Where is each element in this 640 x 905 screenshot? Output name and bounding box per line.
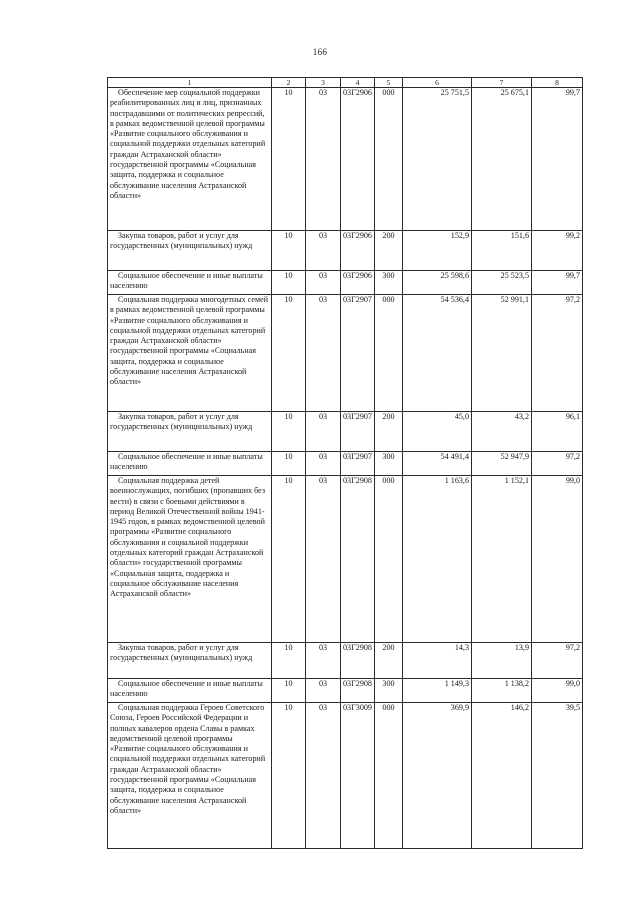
- target-article-cell: 03Г2906: [341, 271, 375, 295]
- target-article-cell: 03Г2907: [341, 412, 375, 452]
- percent-cell: 97,2: [532, 452, 583, 476]
- header-cell: 4: [341, 78, 375, 88]
- actual-amount-cell: 52 947,9: [472, 452, 532, 476]
- subsection-cell: 03: [306, 476, 341, 643]
- section-cell: 10: [272, 703, 306, 849]
- row-name-cell: [108, 703, 272, 849]
- table-row: [108, 271, 583, 295]
- percent-cell: 99,7: [532, 271, 583, 295]
- table-row: [108, 231, 583, 271]
- subsection-cell: 03: [306, 452, 341, 476]
- plan-amount-cell: 1 163,6: [403, 476, 472, 643]
- percent-cell: 96,1: [532, 412, 583, 452]
- row-name: Социальная поддержка многодетных семей в рамках ведомственной целевой программы «Развитие социального обслуживания и социальной поддержки отдельных категорий граждан Астраханской области» государственной программы «Социальная защита, поддержка и социальное обслуживание населения Астраханской области»: [110, 295, 269, 387]
- section-cell: 10: [272, 231, 306, 271]
- row-name-cell: [108, 295, 272, 412]
- row-name-cell: [108, 643, 272, 679]
- target-article-cell: 03Г2907: [341, 452, 375, 476]
- row-name: Социальная поддержка Героев Советского Союза, Героев Российской Федерации и полных кавалеров ордена Славы в рамках ведомственной целевой программы «Развитие социального обслуживания и социальной поддержки отдельных категорий граждан Астраханской области» государственной программы «Социальная защита, поддержка и социальное обслуживание населения Астраханской области»: [110, 703, 266, 815]
- percent-cell: 97,2: [532, 295, 583, 412]
- percent-cell: 99,7: [532, 88, 583, 231]
- actual-amount-cell: 25 523,5: [472, 271, 532, 295]
- row-name: Закупка товаров, работ и услуг для государственных (муниципальных) нужд: [110, 412, 253, 432]
- row-name: Социальное обеспечение и иные выплаты населению: [110, 271, 263, 291]
- section-cell: 10: [272, 412, 306, 452]
- table-header-row: [108, 78, 583, 88]
- subsection-cell: 03: [306, 679, 341, 703]
- table-row: [108, 295, 583, 412]
- subsection-cell: 03: [306, 231, 341, 271]
- header-cell: 5: [375, 78, 403, 88]
- expense-type-cell: 200: [375, 412, 403, 452]
- percent-cell: 99,0: [532, 679, 583, 703]
- actual-amount-cell: 151,6: [472, 231, 532, 271]
- subsection-cell: 03: [306, 412, 341, 452]
- subsection-cell: 03: [306, 295, 341, 412]
- subsection-cell: 03: [306, 703, 341, 849]
- header-cell: 2: [272, 78, 306, 88]
- table-row: [108, 476, 583, 643]
- row-name: Закупка товаров, работ и услуг для государственных (муниципальных) нужд: [110, 231, 253, 251]
- section-cell: 10: [272, 679, 306, 703]
- row-name-cell: [108, 271, 272, 295]
- actual-amount-cell: 146,2: [472, 703, 532, 849]
- row-name: Социальная поддержка детей военнослужащих, погибших (пропавших без вести) в связи с боевыми действиями в период Великой Отечественной войны 1941-1945 годов, в рамках ведомственной целевой программы «Развитие социального обслуживания и социальной поддержки отдельных категорий граждан Астраханской области» государственной программы «Социальная защита, поддержка и социальное обслуживание населения Астраханской области»: [110, 476, 266, 599]
- plan-amount-cell: 54 491,4: [403, 452, 472, 476]
- row-name-cell: [108, 452, 272, 476]
- expense-type-cell: 300: [375, 452, 403, 476]
- percent-cell: 39,5: [532, 703, 583, 849]
- header-cell: 8: [532, 78, 583, 88]
- table-row: [108, 643, 583, 679]
- target-article-cell: 03Г2907: [341, 295, 375, 412]
- plan-amount-cell: 25 751,5: [403, 88, 472, 231]
- expense-type-cell: 000: [375, 703, 403, 849]
- plan-amount-cell: 54 536,4: [403, 295, 472, 412]
- target-article-cell: 03Г2908: [341, 476, 375, 643]
- actual-amount-cell: 13,9: [472, 643, 532, 679]
- section-cell: 10: [272, 295, 306, 412]
- expense-type-cell: 000: [375, 476, 403, 643]
- header-cell: 3: [306, 78, 341, 88]
- header-cell: 6: [403, 78, 472, 88]
- section-cell: 10: [272, 271, 306, 295]
- row-name-cell: [108, 88, 272, 231]
- target-article-cell: 03Г2908: [341, 679, 375, 703]
- table-row: [108, 679, 583, 703]
- plan-amount-cell: 369,9: [403, 703, 472, 849]
- subsection-cell: 03: [306, 271, 341, 295]
- percent-cell: 99,0: [532, 476, 583, 643]
- expense-type-cell: 300: [375, 271, 403, 295]
- section-cell: 10: [272, 643, 306, 679]
- actual-amount-cell: 1 138,2: [472, 679, 532, 703]
- row-name: Социальное обеспечение и иные выплаты населению: [110, 679, 263, 699]
- page-number: 166: [312, 47, 328, 57]
- target-article-cell: 03Г2906: [341, 231, 375, 271]
- section-cell: 10: [272, 88, 306, 231]
- percent-cell: 99,2: [532, 231, 583, 271]
- actual-amount-cell: 52 991,1: [472, 295, 532, 412]
- row-name-cell: [108, 412, 272, 452]
- subsection-cell: 03: [306, 643, 341, 679]
- plan-amount-cell: 14,3: [403, 643, 472, 679]
- table-row: [108, 452, 583, 476]
- row-name-cell: [108, 231, 272, 271]
- header-cell: 1: [108, 78, 272, 88]
- expense-type-cell: 000: [375, 295, 403, 412]
- actual-amount-cell: 43,2: [472, 412, 532, 452]
- table-row: [108, 412, 583, 452]
- plan-amount-cell: 45,0: [403, 412, 472, 452]
- row-name-cell: [108, 476, 272, 643]
- header-cell: 7: [472, 78, 532, 88]
- budget-table: [107, 77, 583, 849]
- percent-cell: 97,2: [532, 643, 583, 679]
- expense-type-cell: 200: [375, 643, 403, 679]
- target-article-cell: 03Г2908: [341, 643, 375, 679]
- section-cell: 10: [272, 476, 306, 643]
- target-article-cell: 03Г3009: [341, 703, 375, 849]
- subsection-cell: 03: [306, 88, 341, 231]
- actual-amount-cell: 1 152,1: [472, 476, 532, 643]
- plan-amount-cell: 25 598,6: [403, 271, 472, 295]
- plan-amount-cell: 1 149,3: [403, 679, 472, 703]
- table-row: [108, 88, 583, 231]
- row-name: Обеспечение мер социальной поддержки реабилитированных лиц и лиц, признанных пострадавшими от политических репрессий, в рамках ведомственной целевой программы «Развитие социального обслуживания и социальной поддержки отдельных категорий граждан Астраханской области» государственной программы «Социальная защита, поддержка и социальное обслуживание населения Астраханской области»: [110, 88, 266, 200]
- table-row: [108, 703, 583, 849]
- plan-amount-cell: 152,9: [403, 231, 472, 271]
- expense-type-cell: 300: [375, 679, 403, 703]
- actual-amount-cell: 25 675,1: [472, 88, 532, 231]
- row-name-cell: [108, 679, 272, 703]
- section-cell: 10: [272, 452, 306, 476]
- row-name: Социальное обеспечение и иные выплаты населению: [110, 452, 263, 472]
- expense-type-cell: 200: [375, 231, 403, 271]
- target-article-cell: 03Г2906: [341, 88, 375, 231]
- expense-type-cell: 000: [375, 88, 403, 231]
- row-name: Закупка товаров, работ и услуг для государственных (муниципальных) нужд: [110, 643, 253, 663]
